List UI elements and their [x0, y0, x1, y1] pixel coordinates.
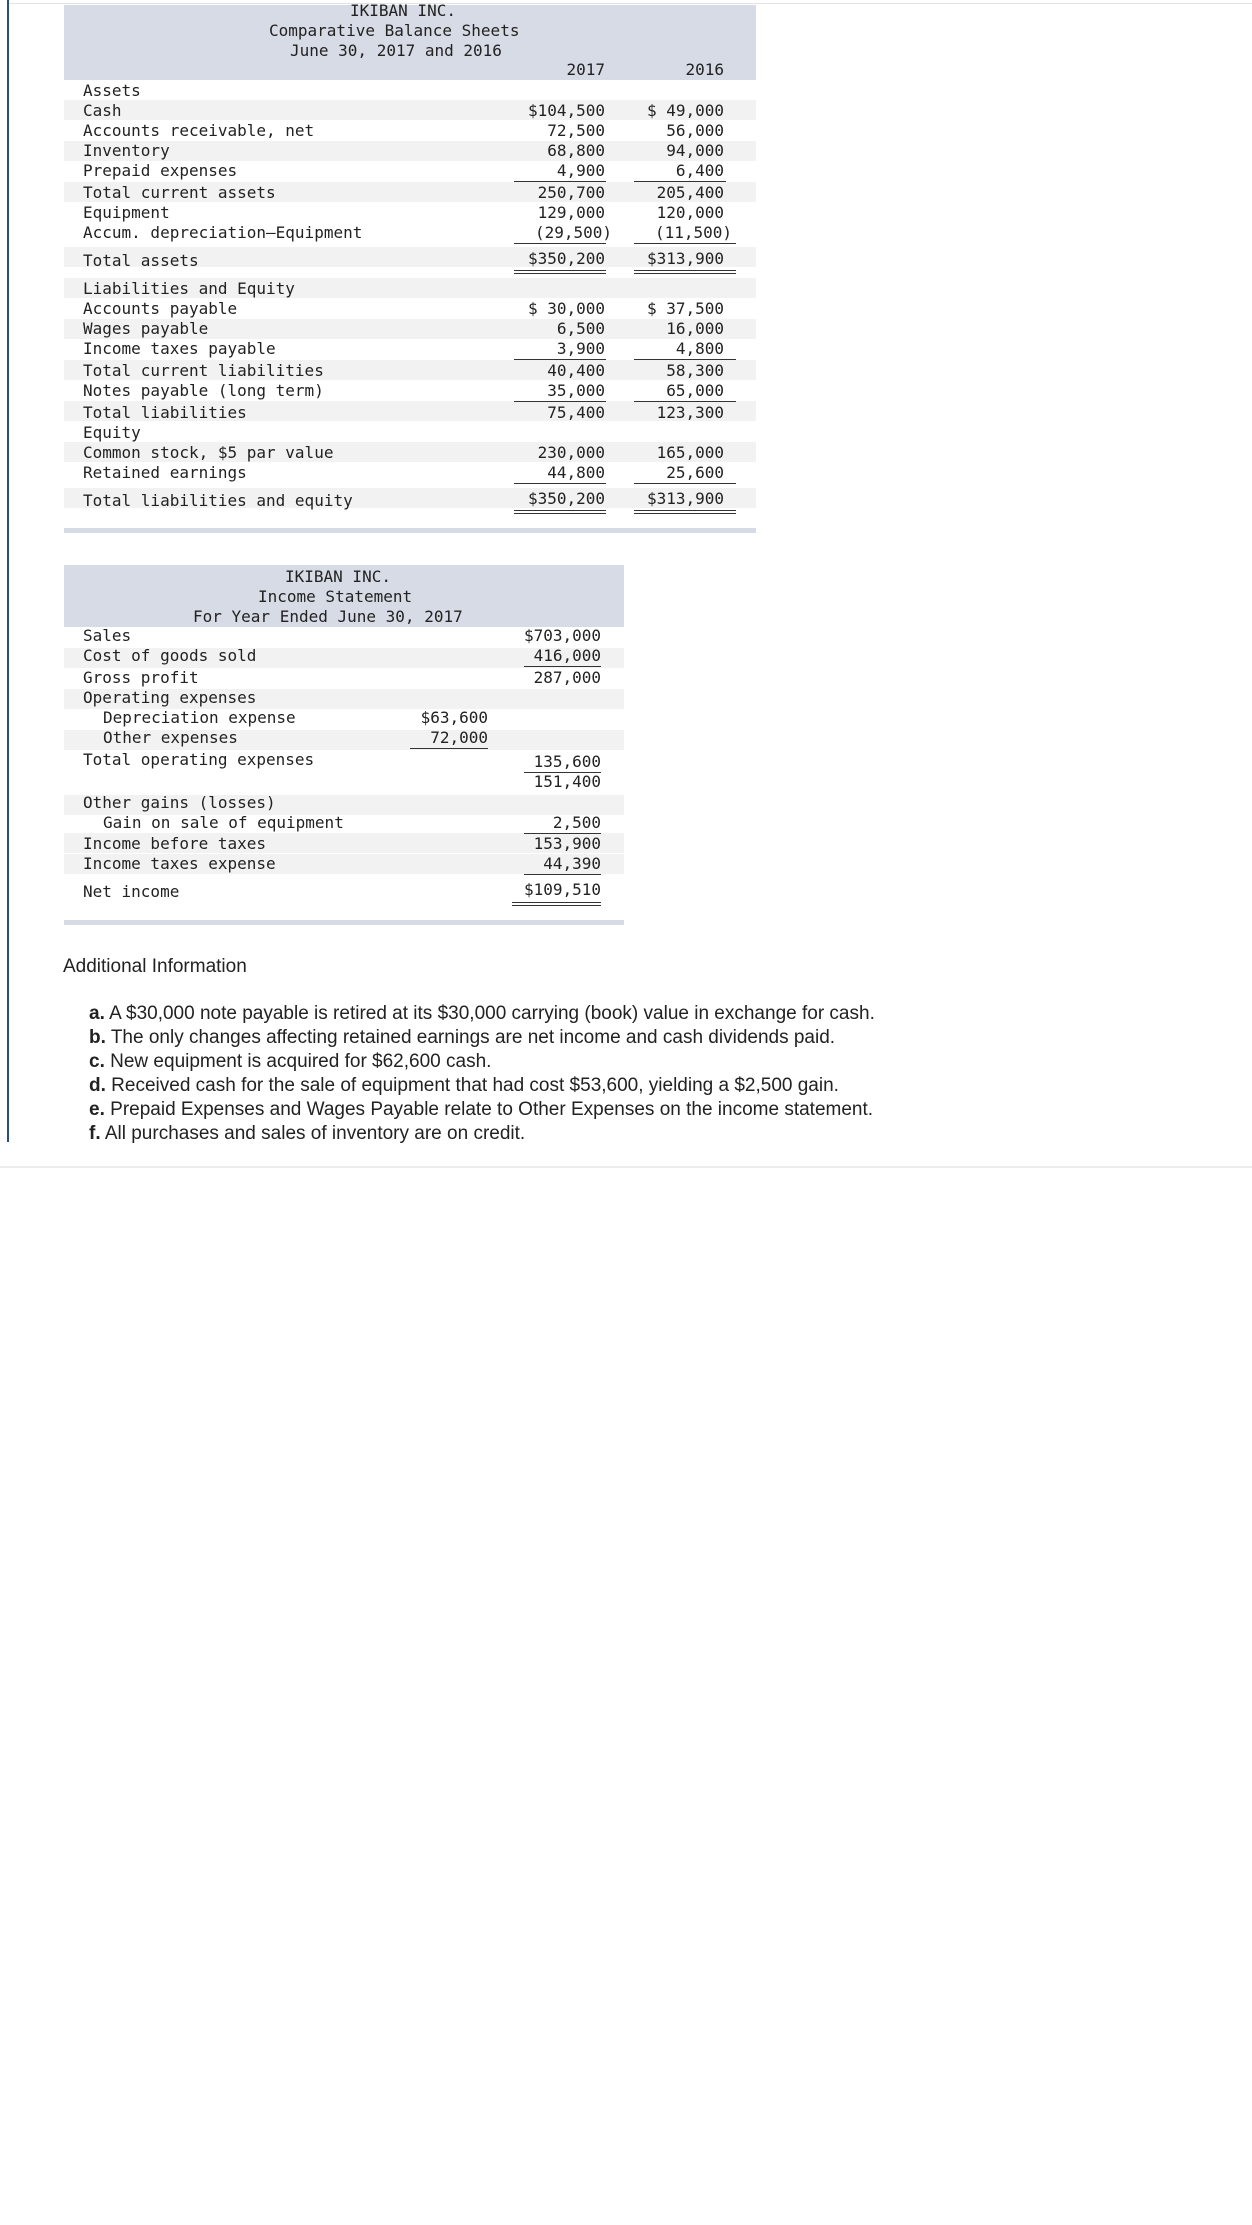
bs-row-2016: 205,400: [656, 183, 724, 202]
bs-title: Comparative Balance Sheets: [269, 21, 520, 40]
bs-row-2017: 68,800: [547, 141, 605, 160]
is-gross-label: Gross profit: [83, 668, 199, 687]
is-gains-label: Other gains (losses): [83, 793, 276, 812]
bs-row-label: Total current liabilities: [83, 361, 324, 380]
bs-row-label: Inventory: [83, 141, 170, 160]
is-ni: $109,510: [523, 880, 601, 899]
additional-info-heading: Additional Information: [63, 956, 247, 977]
is-sales: $703,000: [523, 626, 601, 645]
bs-row-label: Accounts payable: [83, 299, 238, 318]
bs-row-2016: $ 37,500: [646, 299, 724, 318]
bs-year-2017: 2017: [566, 60, 605, 79]
is-date: For Year Ended June 30, 2017: [193, 607, 463, 626]
bs-row-2017: 6,500: [556, 319, 605, 338]
list-item: e. Prepaid Expenses and Wages Payable relate to Other Expenses on the income statement.: [89, 1099, 874, 1120]
list-item: f. All purchases and sales of inventory are on credit.: [89, 1123, 526, 1144]
is-ni-label: Net income: [83, 882, 180, 901]
is-total-opex-label: Total operating expenses: [83, 750, 315, 769]
bs-date: June 30, 2017 and 2016: [290, 41, 502, 60]
equity-heading: Equity: [83, 423, 141, 442]
is-tax: 44,390: [543, 854, 601, 873]
bs-row-2017: 250,700: [537, 183, 605, 202]
bs-row-2017: 230,000: [537, 443, 605, 462]
bs-row-label: Income taxes payable: [83, 339, 276, 358]
is-total-opex: 135,600: [533, 752, 601, 771]
is-other: 72,000: [430, 728, 488, 747]
is-tax-label: Income taxes expense: [83, 854, 276, 873]
bs-row-2016: 25,600: [666, 463, 724, 482]
bs-row-label: Common stock, $5 par value: [83, 443, 334, 462]
bs-row-2016: 120,000: [656, 203, 724, 222]
bs-row-label: Retained earnings: [83, 463, 247, 482]
bs-row-2016: $313,900: [646, 489, 724, 508]
bs-row-2017: 40,400: [547, 361, 605, 380]
bs-row-label: Total liabilities and equity: [83, 491, 353, 510]
balance-sheet-footer: [64, 528, 756, 533]
list-item: d. Received cash for the sale of equipment that had cost $53,600, yielding a $2,500 gain.: [89, 1075, 839, 1096]
bs-row-label: Total liabilities: [83, 403, 247, 422]
liabilities-heading: Liabilities and Equity: [83, 279, 295, 298]
is-cogs: 416,000: [533, 646, 601, 665]
is-sales-label: Sales: [83, 626, 132, 645]
bs-company: IKIBAN INC.: [350, 1, 456, 20]
list-item: b. The only changes affecting retained earnings are net income and cash dividends paid.: [89, 1027, 836, 1048]
bs-row-2016: $ 49,000: [646, 101, 724, 120]
bs-row-2016: 123,300: [656, 403, 724, 422]
bs-row-2016: 6,400: [675, 161, 724, 180]
assets-heading: Assets: [83, 81, 141, 100]
bs-row-2017: 75,400: [547, 403, 605, 422]
is-gain-label: Gain on sale of equipment: [103, 813, 344, 832]
bs-row-2016: 56,000: [666, 121, 724, 140]
bs-row-2016: $313,900: [646, 249, 724, 268]
is-title: Income Statement: [258, 587, 413, 606]
bs-row-2017: 129,000: [537, 203, 605, 222]
is-ibt-label: Income before taxes: [83, 834, 267, 853]
bs-row-2017: $350,200: [527, 249, 605, 268]
bs-row-2017: 35,000: [547, 381, 605, 400]
is-opex-label: Operating expenses: [83, 688, 257, 707]
bs-row-2016: 4,800: [675, 339, 724, 358]
bs-row-2016: 16,000: [666, 319, 724, 338]
bs-row-label: Notes payable (long term): [83, 381, 324, 400]
is-other-label: Other expenses: [103, 728, 238, 747]
top-border: [9, 3, 1252, 4]
is-gross: 287,000: [533, 668, 601, 687]
bs-row-label: Prepaid expenses: [83, 161, 238, 180]
income-statement: [64, 565, 624, 926]
is-cogs-label: Cost of goods sold: [83, 646, 257, 665]
bs-row-label: Accounts receivable, net: [83, 121, 315, 140]
additional-info-list: [89, 1002, 875, 1146]
bs-row-2016: 58,300: [666, 361, 724, 380]
bs-row-2017: (29,500): [534, 223, 612, 242]
bs-year-2016: 2016: [685, 60, 724, 79]
list-item: a. A $30,000 note payable is retired at its $30,000 carrying (book) value in exchange for cash.: [89, 1003, 875, 1024]
bs-row-label: Equipment: [83, 203, 170, 222]
income-statement-footer: [64, 920, 624, 925]
is-ibt: 153,900: [533, 834, 601, 853]
bs-row-2017: $350,200: [527, 489, 605, 508]
bs-row-2016: 165,000: [656, 443, 724, 462]
bs-row-2017: 44,800: [547, 463, 605, 482]
is-dep-label: Depreciation expense: [103, 708, 296, 727]
bs-row-label: Cash: [83, 101, 122, 120]
bs-row-2017: $ 30,000: [527, 299, 605, 318]
is-gain: 2,500: [552, 813, 601, 832]
bs-row-label: Wages payable: [83, 319, 209, 338]
is-subtotal: 151,400: [533, 772, 601, 791]
bs-row-label: Total current assets: [83, 183, 276, 202]
bs-row-2016: 65,000: [666, 381, 724, 400]
bottom-border: [0, 1166, 1252, 1168]
bs-row-2017: 4,900: [556, 161, 605, 180]
bs-row-label: Accum. depreciation—Equipment: [83, 223, 363, 242]
is-company: IKIBAN INC.: [285, 567, 391, 586]
left-border: [7, 0, 9, 1142]
bs-row-2017: 3,900: [556, 339, 605, 358]
balance-sheet: [64, 1, 756, 533]
bs-row-label: Total assets: [83, 251, 199, 270]
bs-row-2016: 94,000: [666, 141, 724, 160]
bs-row-2016: (11,500): [654, 223, 732, 242]
bs-row-2017: 72,500: [547, 121, 605, 140]
list-item: c. New equipment is acquired for $62,600 cash.: [89, 1051, 492, 1072]
bs-row-2017: $104,500: [527, 101, 605, 120]
is-dep: $63,600: [420, 708, 488, 727]
